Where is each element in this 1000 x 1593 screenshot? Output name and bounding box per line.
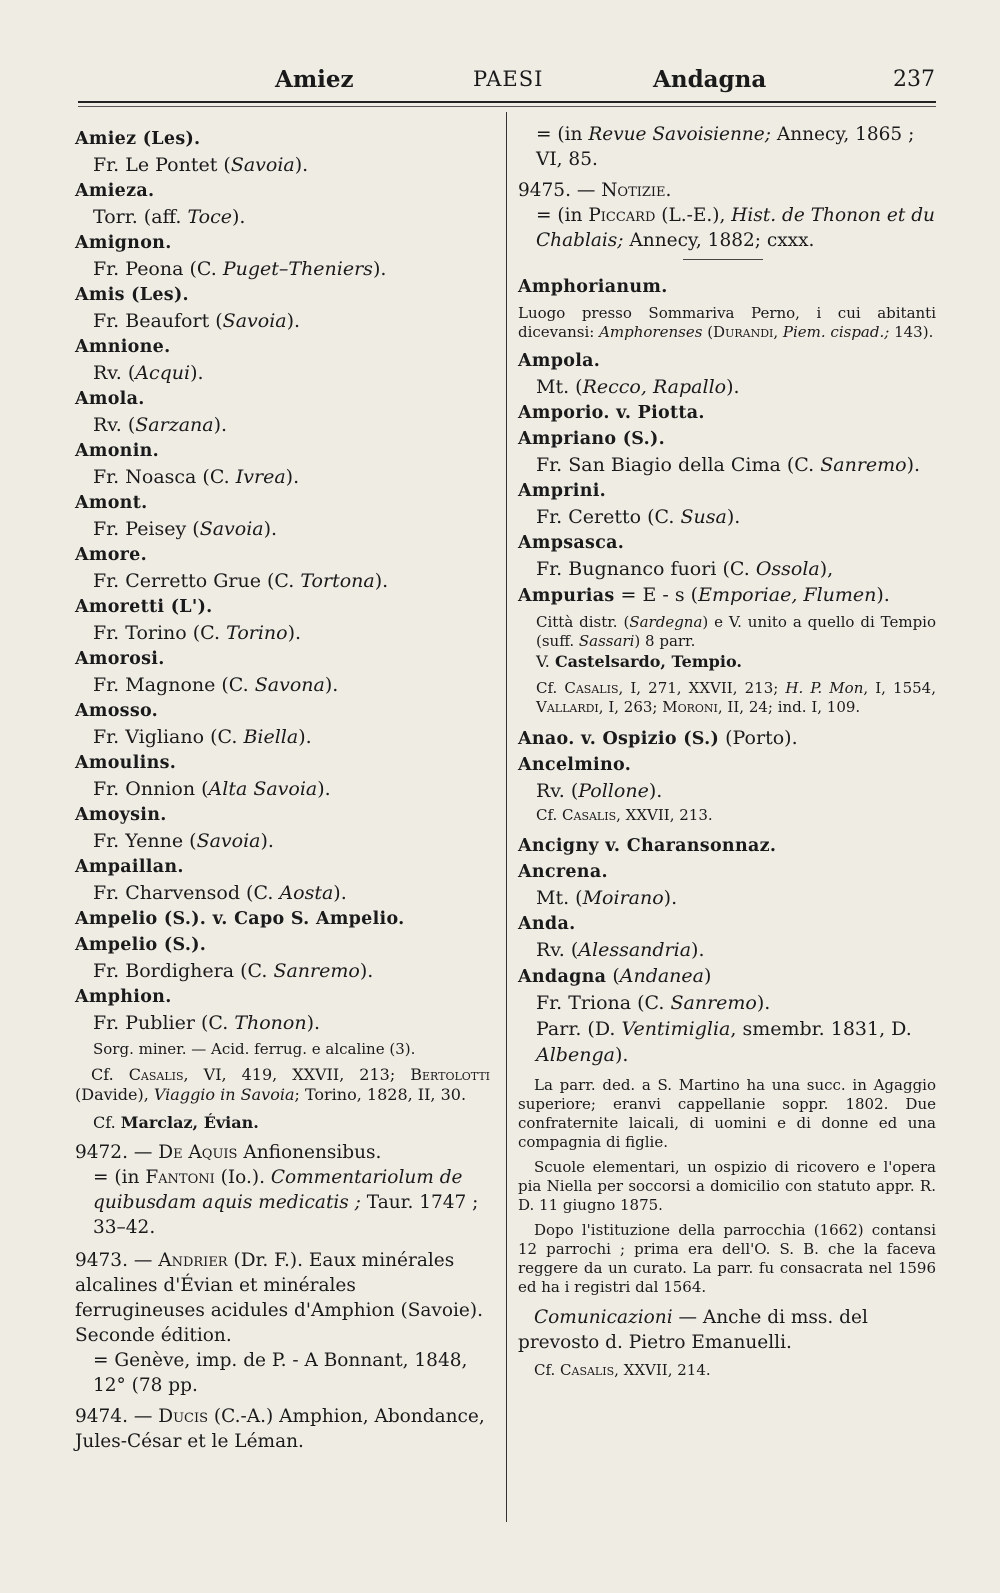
entry xyxy=(75,906,490,932)
separator-rule xyxy=(683,259,763,260)
entry xyxy=(518,426,936,478)
entry-title: Amignon. xyxy=(75,233,172,253)
entry-detail: Parr. (D. Ventimiglia, smembr. 1831, D. Albenga). xyxy=(536,1018,912,1066)
entry xyxy=(518,478,936,530)
header-first-entry: Amiez xyxy=(275,66,354,93)
entry-detail: Fr. Beaufort (Savoia). xyxy=(93,310,301,332)
entry-detail: Fr. Magnone (C. Savona). xyxy=(93,674,339,696)
entry-detail: Torr. (aff. Toce). xyxy=(93,206,246,228)
entry-detail: Fr. Triona (C. Sanremo). xyxy=(536,992,771,1014)
entry-detail: Fr. Ceretto (C. Susa). xyxy=(536,506,741,528)
entry-detail: Fr. Yenne (Savoia). xyxy=(93,830,274,852)
reference: Cf. Casalis, XXVII, 213. xyxy=(536,806,713,824)
paragraph: La parr. ded. a S. Martino ha una succ. in Agaggio superiore; eranvi cappellanie soppr. 1802. Due confraternite laicali, di uomini e di donne ed una compagnia di figlie. xyxy=(518,1076,936,1151)
entry-detail: Mt. (Moirano). xyxy=(536,887,678,909)
entry-title: Ancrena. xyxy=(518,862,608,882)
paragraph: Scuole elementari, un ospizio di ricovero e l'opera pia Niella per soccorsi a domicilio con statuto appr. R. D. 11 giugno 1875. xyxy=(518,1158,936,1214)
reference: Cf. Casalis, VI, 419, XXVII, 213; Bertolotti (Davide), Viaggio in Savoia; Torino, 1828, II, 30. xyxy=(75,1065,491,1104)
entry-detail: Fr. Vigliano (C. Biella). xyxy=(93,726,312,748)
entry-detail: Fr. San Biagio della Cima (C. Sanremo). xyxy=(536,454,921,476)
entry-detail: Rv. (Pollone). xyxy=(536,780,663,802)
entry xyxy=(518,859,936,911)
entry-title: Amore. xyxy=(75,545,148,565)
entry-title: Amola. xyxy=(75,389,145,409)
entry xyxy=(75,386,490,438)
entry-title: Amis (Les). xyxy=(75,285,189,305)
entry-title: Amoretti (L'). xyxy=(75,597,213,617)
entry-detail: Fr. Torino (C. Torino). xyxy=(93,622,302,644)
entry-detail: Fr. Publier (C. Thonon). xyxy=(93,1012,321,1034)
entry xyxy=(75,854,490,906)
running-header xyxy=(75,66,935,102)
entry-detail: Fr. Peisey (Savoia). xyxy=(93,518,278,540)
reference: Cf. Casalis, I, 271, XXVII, 213; H. P. Mon, I, 1554, Vallardi, I, 263; Moroni, II, 24; ind. I, 109. xyxy=(536,679,936,716)
entry-title: Amprini. xyxy=(518,481,607,501)
entry-title: Amphion. xyxy=(75,987,172,1007)
entry-title: Amont. xyxy=(75,493,148,513)
entry-title: Amoysin. xyxy=(75,805,167,825)
entry xyxy=(75,750,490,802)
entry xyxy=(518,348,936,400)
entry-title: Ampelio (S.). v. Capo S. Ampelio. xyxy=(75,909,405,929)
bibliography-detail: = Genève, imp. de P. - A Bonnant, 1848, 12° (78 pp. xyxy=(93,1350,468,1396)
entry xyxy=(75,802,490,854)
entry-detail: Rv. (Sarzana). xyxy=(93,414,228,436)
entry-title: Amieza. xyxy=(75,181,155,201)
left-column xyxy=(75,126,490,1454)
entry xyxy=(518,582,936,609)
note: Città distr. (Sardegna) e V. unito a quello di Tempio (suff. Sassari) 8 parr. xyxy=(536,613,936,650)
header-rule-thin xyxy=(78,106,936,107)
entry-detail: Rv. (Alessandria). xyxy=(536,939,705,961)
entry-title: Amoulins. xyxy=(75,753,177,773)
entry-title: Amphorianum. xyxy=(518,277,668,297)
entry-detail: Fr. Bordighera (C. Sanremo). xyxy=(93,960,374,982)
note: Sorg. miner. — Acid. ferrug. e alcaline (3). xyxy=(93,1040,416,1058)
entry-title: Anao. v. Ospizio (S.) (Porto). xyxy=(518,727,798,749)
entry-title: Anda. xyxy=(518,914,576,934)
bibliography-detail: = (in Piccard (L.-E.), Hist. de Thonon et du Chablais; Annecy, 1882; cxxx. xyxy=(536,205,935,251)
bibliography-item: 9472. — De Aquis Anfionensibus. xyxy=(75,1142,382,1163)
entry-title: Ampaillan. xyxy=(75,857,184,877)
entry xyxy=(75,932,490,984)
entry-detail: Rv. (Acqui). xyxy=(93,362,204,384)
entry xyxy=(75,984,490,1036)
entry xyxy=(75,230,490,282)
header-last-entry: Andagna xyxy=(653,66,767,93)
reference: Cf. Casalis, XXVII, 214. xyxy=(534,1361,711,1379)
entry xyxy=(518,833,936,859)
entry-detail: Fr. Peona (C. Puget–Theniers). xyxy=(93,258,387,280)
communication-note: Comunicazioni — Anche di mss. del prevosto d. Pietro Emanuelli. xyxy=(518,1307,868,1353)
page-number: 237 xyxy=(893,67,935,92)
entry xyxy=(518,911,936,963)
entry xyxy=(518,274,936,300)
entry-title: Amonin. xyxy=(75,441,160,461)
paragraph: Dopo l'istituzione della parrocchia (1662) contansi 12 parrochi ; prima era dell'O. S. B. che la faceva reggere da un curato. La parr. fu consacrata nel 1596 ed ha i registri dal 1564. xyxy=(518,1221,936,1296)
bibliography-item: 9473. — Andrier (Dr. F.). Eaux minérales alcalines d'Évian et minérales ferrugineuses acidules d'Amphion (Savoie). Seconde édition. xyxy=(75,1250,483,1346)
entry-title: Amporio. v. Piotta. xyxy=(518,403,705,423)
entry xyxy=(75,178,490,230)
entry xyxy=(75,594,490,646)
entry-title: Amosso. xyxy=(75,701,159,721)
entry xyxy=(518,752,936,804)
entry xyxy=(75,542,490,594)
header-section-title: PAESI xyxy=(473,67,544,91)
entry-title: Amorosi. xyxy=(75,649,165,669)
entry xyxy=(518,963,936,1068)
entry xyxy=(75,282,490,334)
bibliography-detail: = (in Revue Savoisienne; Annecy, 1865 ; VI, 85. xyxy=(536,124,915,170)
entry-detail: Fr. Charvensod (C. Aosta). xyxy=(93,882,347,904)
note: Luogo presso Sommariva Perno, i cui abitanti dicevansi: Amphorenses (Durandi, Piem. cispad.; 143). xyxy=(518,304,936,341)
entry-title: Andagna (Andanea) xyxy=(518,965,712,987)
entry-title: Ampsasca. xyxy=(518,533,625,553)
entry xyxy=(518,400,936,426)
header-rule-thick xyxy=(78,101,936,103)
entry xyxy=(518,725,936,752)
entry-detail: Fr. Onnion (Alta Savoia). xyxy=(93,778,331,800)
entry-title: Ampola. xyxy=(518,351,601,371)
entry-title: Ancigny v. Charansonnaz. xyxy=(518,836,777,856)
entry xyxy=(75,490,490,542)
bibliography-item: 9475. — Notizie. xyxy=(518,180,672,201)
entry-detail: Fr. Cerretto Grue (C. Tortona). xyxy=(93,570,389,592)
bibliography-detail: = (in Fantoni (Io.). Commentariolum de quibusdam aquis medicatis ; Taur. 1747 ; 33–42. xyxy=(93,1167,479,1238)
entry-title: Ampriano (S.). xyxy=(518,429,665,449)
bibliography-item: 9474. — Ducis (C.-A.) Amphion, Abondance, Jules-César et le Léman. xyxy=(75,1406,485,1452)
entry-title: Ampurias = E - s (Emporiae, Flumen). xyxy=(518,584,890,606)
entry-title: Ancelmino. xyxy=(518,755,632,775)
entry xyxy=(75,126,490,178)
entry xyxy=(75,698,490,750)
entry-detail: Fr. Le Pontet (Savoia). xyxy=(93,154,309,176)
right-column xyxy=(518,126,936,1380)
entry-title: Amnione. xyxy=(75,337,171,357)
entry xyxy=(75,334,490,386)
entry-title: Ampelio (S.). xyxy=(75,935,207,955)
entry-title: Amiez (Les). xyxy=(75,129,201,149)
entry xyxy=(75,438,490,490)
entry-detail: Fr. Noasca (C. Ivrea). xyxy=(93,466,300,488)
entry xyxy=(518,530,936,582)
reference: Cf. Marclaz, Évian. xyxy=(93,1113,259,1132)
cross-reference: V. Castelsardo, Tempio. xyxy=(536,652,742,671)
entry xyxy=(75,646,490,698)
entry-detail: Mt. (Recco, Rapallo). xyxy=(536,376,740,398)
column-divider xyxy=(506,112,507,1522)
entry-detail: Fr. Bugnanco fuori (C. Ossola), xyxy=(536,558,834,580)
